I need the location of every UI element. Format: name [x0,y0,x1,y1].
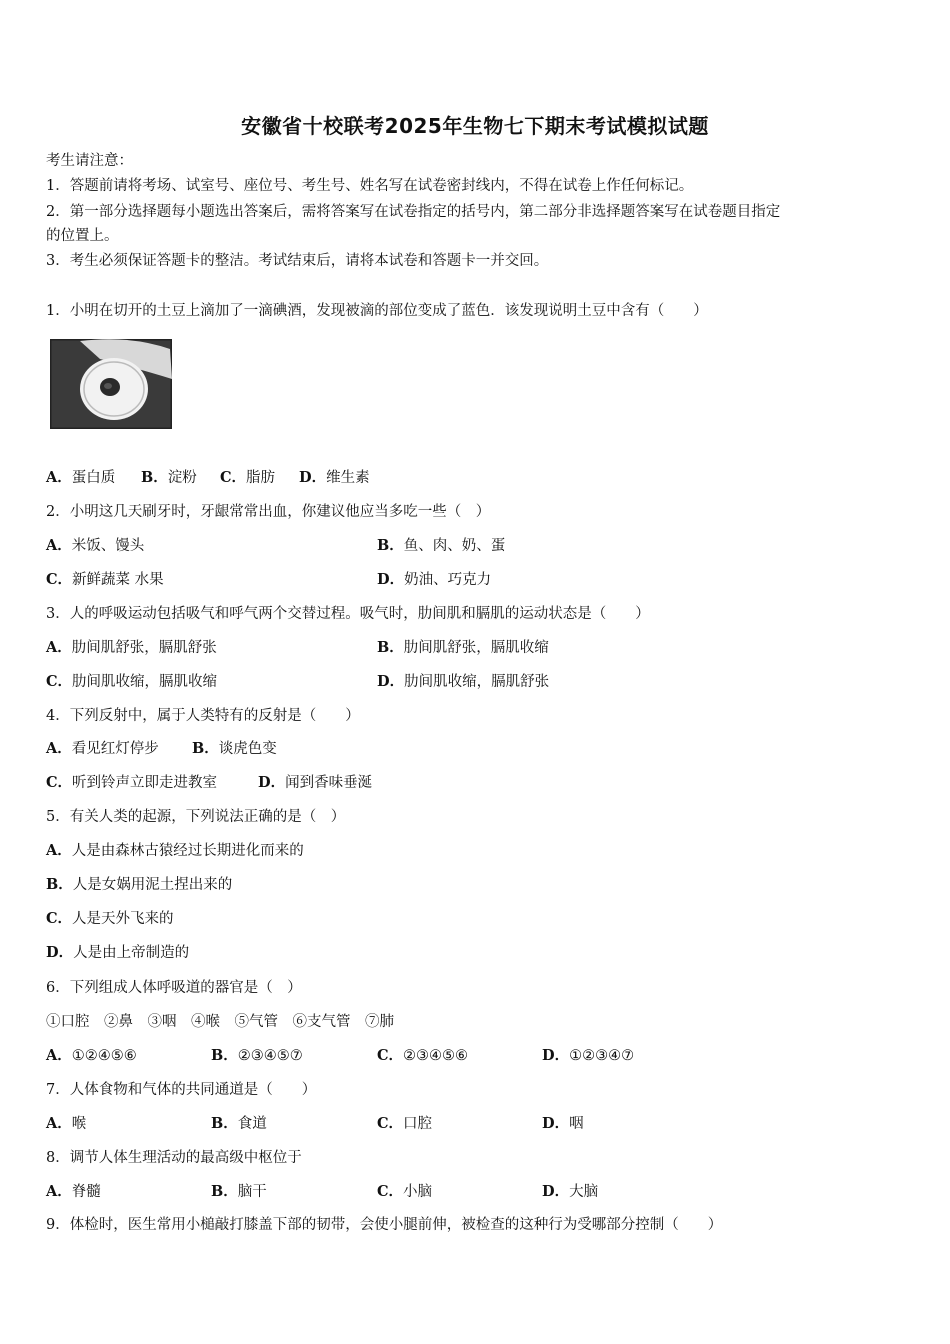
option-text: 鱼、肉、奶、蛋 [403,538,506,554]
option-text: 咽 [569,1116,584,1132]
option-label: A． [46,740,72,757]
option-text: 肋间肌收缩，膈肌舒张 [404,674,550,690]
option-text: 大脑 [569,1184,599,1200]
option-text: ②③④⑤⑥ [403,1048,469,1064]
option-text: 谈虎色变 [218,741,277,757]
option-b [211,1181,267,1203]
option-label: B． [377,537,404,554]
option-label: D． [377,571,405,588]
option-label: B． [211,1183,238,1200]
option-d [542,1113,584,1135]
option-b [377,535,505,557]
option-text: 奶油、巧克力 [404,572,492,588]
option-text: 肋间肌舒张，膈肌舒张 [71,640,217,656]
option-label: C． [46,774,73,791]
option-text: 维生素 [326,470,370,486]
option-c [46,908,174,930]
option-label: C． [220,469,247,486]
option-b [141,467,197,489]
option-d [258,772,372,794]
option-text: 人是天外飞来的 [72,911,174,927]
option-d [542,1181,598,1203]
question-stem: 9．体检时，医生常用小槌敲打膝盖下部的韧带，会使小腿前伸，被检查的这种行为受哪部分控制（ ） [46,1217,723,1233]
option-text: 闻到香味垂涎 [285,775,373,791]
option-text: ①②③④⑦ [569,1048,635,1064]
question-stem: 1．小明在切开的土豆上滴加了一滴碘酒，发现被滴的部位变成了蓝色．该发现说明土豆中含有（ ） [46,303,708,319]
option-c [46,569,164,591]
option-a [46,738,159,760]
option-label: A． [46,469,72,486]
option-c [377,1045,468,1067]
option-text: 脑干 [237,1184,267,1200]
option-text: 人是由森林古猿经过长期进化而来的 [71,843,304,859]
option-a [46,1181,101,1203]
option-d [377,671,549,693]
option-label: A． [46,1047,72,1064]
option-label: C． [46,571,73,588]
option-text: ②③④⑤⑦ [237,1048,303,1064]
option-a [46,467,115,489]
option-label: A． [46,1115,72,1132]
option-label: D． [542,1115,570,1132]
option-label: C． [377,1047,404,1064]
option-label: A． [46,1183,72,1200]
option-c [46,671,217,693]
option-b [192,738,277,760]
option-text: 脊髓 [71,1184,101,1200]
option-b [377,637,549,659]
notice-item: 2．第一部分选择题每小题选出答案后，需将答案写在试卷指定的括号内，第二部分非选择题答案写在试卷题目指定 [46,204,781,220]
option-text: 食道 [237,1116,267,1132]
option-label: B． [211,1115,238,1132]
option-label: D． [542,1183,570,1200]
question-stem: 3．人的呼吸运动包括吸气和呼气两个交替过程。吸气时，肋间肌和膈肌的运动状态是（ ） [46,606,650,622]
option-text: 米饭、馒头 [71,538,145,554]
option-a [46,1045,137,1067]
page-title: 安徽省十校联考2025年生物七下期末考试模拟试题 [241,114,709,138]
option-text: 看见红灯停步 [71,741,159,757]
option-a [46,637,217,659]
option-text: 脂肪 [246,470,276,486]
option-c [377,1181,432,1203]
option-b [46,874,232,896]
option-label: C． [46,910,73,927]
option-label: D． [377,673,405,690]
question-stem: 8．调节人体生理活动的最高级中枢位于 [46,1150,302,1166]
option-d [377,569,491,591]
option-b [211,1045,303,1067]
option-text: 口腔 [403,1116,433,1132]
option-label: A． [46,842,72,859]
option-label: B． [211,1047,238,1064]
option-text: 肋间肌收缩，膈肌收缩 [72,674,218,690]
notice-item: 的位置上。 [46,228,119,244]
option-label: B． [141,469,168,486]
question-stem: 6．下列组成人体呼吸道的器官是（ ） [46,980,302,996]
notice-heading: 考生请注意： [46,153,133,169]
option-text: 淀粉 [167,470,197,486]
notice-item: 1．答题前请将考场、试室号、座位号、考生号、姓名写在试卷密封线内，不得在试卷上作任何标记。 [46,178,694,194]
option-d [46,942,189,964]
option-a [46,535,144,557]
option-text: 人是由上帝制造的 [73,945,190,961]
option-text: 肋间肌舒张，膈肌收缩 [403,640,549,656]
option-label: A． [46,639,72,656]
option-label: D． [258,774,286,791]
question-stem: 2．小明这几天刷牙时，牙龈常常出血，你建议他应当多吃一些（ ） [46,504,491,520]
option-a [46,1113,86,1135]
option-label: D． [299,469,327,486]
option-text: 喉 [71,1116,87,1132]
option-c [46,772,217,794]
option-label: D． [46,944,74,961]
option-c [377,1113,432,1135]
option-label: D． [542,1047,570,1064]
option-d [299,467,370,489]
option-label: C． [377,1183,404,1200]
option-label: B． [377,639,404,656]
question-stem: 5．有关人类的起源，下列说法正确的是（ ） [46,809,346,825]
option-label: C． [377,1115,404,1132]
option-a [46,840,304,862]
option-label: B． [192,740,219,757]
option-text: 小脑 [403,1184,433,1200]
question-stem: 7．人体食物和气体的共同通道是（ ） [46,1082,317,1098]
option-text: 蛋白质 [71,470,116,486]
question-stem: 4．下列反射中，属于人类特有的反射是（ ） [46,708,360,724]
option-text: 人是女娲用泥土捏出来的 [72,877,233,893]
option-c [220,467,275,489]
potato-slice-photo-icon [50,339,172,429]
option-label: A． [46,537,72,554]
option-label: C． [46,673,73,690]
option-b [211,1113,267,1135]
organ-list: ①口腔 ②鼻 ③咽 ④喉 ⑤气管 ⑥支气管 ⑦肺 [46,1014,394,1030]
option-text: 新鲜蔬菜 水果 [72,572,164,588]
option-label: B． [46,876,73,893]
notice-item: 3．考生必须保证答题卡的整洁。考试结束后，请将本试卷和答题卡一并交回。 [46,253,549,269]
option-text: 听到铃声立即走进教室 [72,775,218,791]
option-d [542,1045,634,1067]
option-text: ①②④⑤⑥ [71,1048,137,1064]
